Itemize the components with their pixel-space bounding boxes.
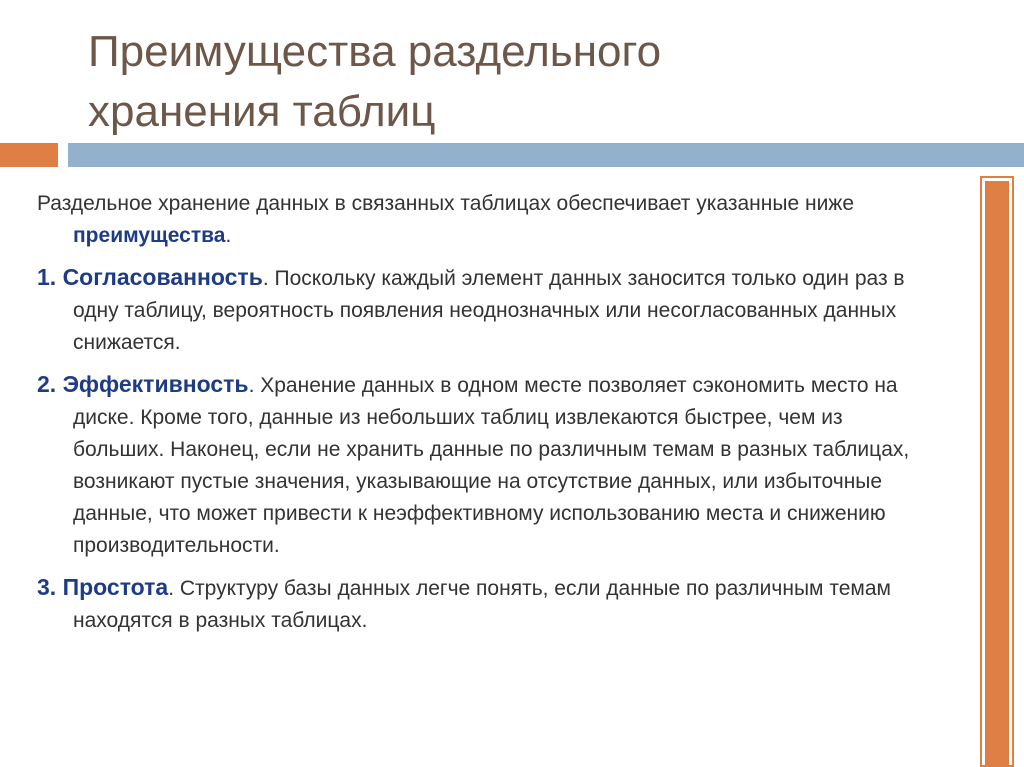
intro-text-end: . xyxy=(225,224,232,247)
slide-body xyxy=(37,188,937,637)
benefit-text: . Поскольку каждый элемент данных заносится только один раз в одну таблицу, вероятность появления неоднозначных или несогласованных данных снижается. xyxy=(73,267,905,354)
benefit-item xyxy=(37,571,937,637)
intro-paragraph xyxy=(37,188,937,252)
slide-title-line-2: хранения таблиц xyxy=(88,87,436,136)
benefit-item xyxy=(37,261,937,359)
benefit-item xyxy=(37,368,937,562)
intro-highlight: преимущества xyxy=(73,224,226,247)
slide-title xyxy=(88,22,948,142)
benefit-text: . Хранение данных в одном месте позволяет сэкономить место на диске. Кроме того, данные из небольших таблиц извлекаются быстрее, чем из больших. Наконец, если не хранить данные по различным темам в разных таблицах, возникают пустые значения, указывающие на отсутствие данных, или избыточные данные, что может привести к неэффективному использованию места и снижению производительности. xyxy=(73,374,910,557)
benefit-heading: 3. Простота xyxy=(37,574,169,600)
benefit-text: . Структуру базы данных легче понять, если данные по различным темам находятся в разных таблицах. xyxy=(73,577,891,632)
intro-text: Раздельное хранение данных в связанных таблицах обеспечивает указанные ниже xyxy=(37,192,855,215)
side-decoration-bar xyxy=(985,181,1009,767)
benefit-heading: 1. Согласованность xyxy=(37,264,263,290)
benefit-heading: 2. Эффективность xyxy=(37,371,249,397)
slide-title-line-1: Преимущества раздельного xyxy=(88,27,662,76)
title-accent-bar-blue xyxy=(68,143,1024,167)
title-accent-bar-orange xyxy=(0,143,58,167)
